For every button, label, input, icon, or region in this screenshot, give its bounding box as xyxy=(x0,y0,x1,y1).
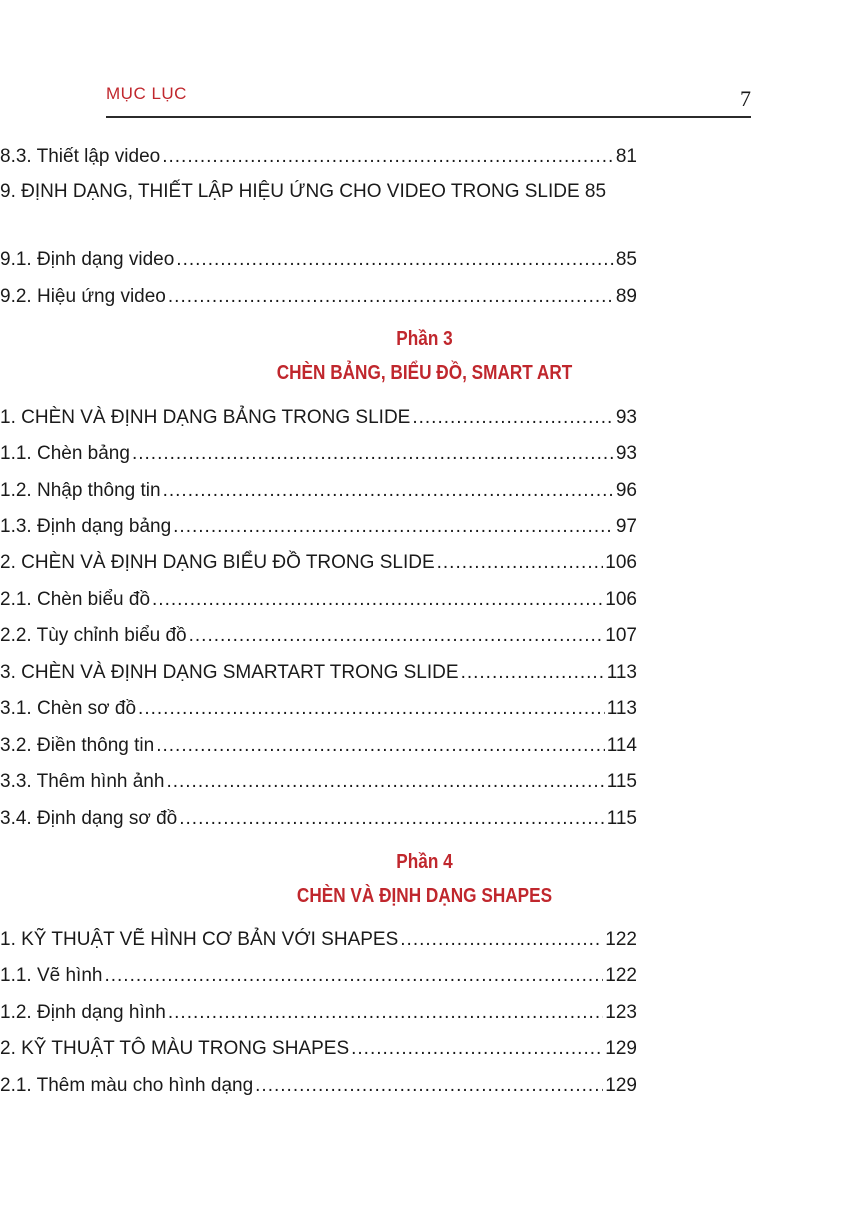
toc-entry-page: 129 xyxy=(605,1038,637,1059)
toc-entry[interactable] xyxy=(0,929,637,951)
toc-leader-dots xyxy=(179,808,604,830)
toc-entry[interactable] xyxy=(0,146,637,168)
toc-entry-page: 114 xyxy=(606,735,637,756)
toc-leader-dots xyxy=(412,407,614,429)
toc-entry-label: 2. CHÈN VÀ ĐỊNH DẠNG BIỂU ĐỒ TRONG SLIDE xyxy=(0,552,435,573)
toc-leader-dots xyxy=(168,1002,603,1024)
toc-entry-page: 97 xyxy=(615,516,637,537)
part-4-title: CHÈN VÀ ĐỊNH DẠNG SHAPES xyxy=(296,885,553,907)
toc-entry-page: 123 xyxy=(605,1002,637,1023)
toc-entry[interactable] xyxy=(0,480,637,502)
toc-entry[interactable] xyxy=(0,1002,637,1024)
toc-leader-dots xyxy=(132,443,614,465)
toc-entry-label: 2.1. Chèn biểu đồ xyxy=(0,589,151,610)
page-number: 7 xyxy=(740,86,751,111)
toc-entry-page: 115 xyxy=(606,771,637,792)
toc-entry-page: 122 xyxy=(605,929,637,950)
part-3-title: CHÈN BẢNG, BIỂU ĐỒ, SMART ART xyxy=(276,362,573,384)
toc-leader-dots xyxy=(156,735,604,757)
toc-leader-dots xyxy=(189,625,604,647)
toc-leader-dots xyxy=(255,1075,603,1097)
toc-leader-dots xyxy=(138,698,605,720)
toc-entry-page: 85 xyxy=(615,249,637,270)
toc-entry-label: 1. KỸ THUẬT VẼ HÌNH CƠ BẢN VỚI SHAPES xyxy=(0,929,399,950)
toc-entry[interactable] xyxy=(0,771,637,793)
toc-entry-page: 129 xyxy=(605,1075,637,1096)
toc-entry-label: 8.3. Thiết lập video xyxy=(0,146,161,167)
toc-leader-dots xyxy=(162,146,614,168)
page-header xyxy=(106,78,751,118)
toc-entry[interactable] xyxy=(0,249,637,271)
toc-leader-dots xyxy=(437,552,604,574)
toc-entry-label: 3. CHÈN VÀ ĐỊNH DẠNG SMARTART TRONG SLIDE xyxy=(0,662,459,683)
toc-entry-page: 106 xyxy=(605,552,637,573)
toc-entry[interactable] xyxy=(0,662,637,684)
toc-entry[interactable] xyxy=(0,552,637,574)
toc-entry-label: 1.2. Nhập thông tin xyxy=(0,480,161,501)
toc-entry-label: 2.2. Tùy chỉnh biểu đồ xyxy=(0,625,187,646)
toc-entry-page: 106 xyxy=(605,589,637,610)
toc-entry[interactable] xyxy=(0,443,637,465)
toc-leader-dots xyxy=(168,286,614,308)
toc-leader-dots xyxy=(152,589,603,611)
toc-entry[interactable] xyxy=(0,286,637,308)
toc-entry-label: 9.2. Hiệu ứng video xyxy=(0,286,166,307)
toc-entry-label: 9. ĐỊNH DẠNG, THIẾT LẬP HIỆU ỨNG CHO VIDEO TRONG SLIDE 85 xyxy=(0,181,607,202)
part-4-heading: Phần 4 xyxy=(396,851,453,873)
toc-entry[interactable] xyxy=(0,1038,637,1060)
toc-entry[interactable] xyxy=(0,407,637,429)
toc-entry-page: 122 xyxy=(605,965,637,986)
toc-entry[interactable] xyxy=(0,698,637,720)
toc-entry-page: 115 xyxy=(606,808,637,829)
toc-entry-label: 3.2. Điền thông tin xyxy=(0,735,155,756)
toc-entry-label: 3.4. Định dạng sơ đồ xyxy=(0,808,178,829)
toc-leader-dots xyxy=(163,480,614,502)
toc-entry-page: 107 xyxy=(605,625,637,646)
toc-leader-dots xyxy=(351,1038,603,1060)
toc-entry-label: 2. KỸ THUẬT TÔ MÀU TRONG SHAPES xyxy=(0,1038,350,1059)
toc-entry-page: 113 xyxy=(606,698,637,719)
toc-entry[interactable] xyxy=(0,808,637,830)
toc-entry-page: 93 xyxy=(615,443,637,464)
toc-entry[interactable] xyxy=(0,1075,637,1097)
toc-entry-label: 9.1. Định dạng video xyxy=(0,249,175,270)
toc-entry-page: 81 xyxy=(615,146,637,167)
part-3-heading: Phần 3 xyxy=(396,328,453,350)
toc-entry-label: 1.1. Vẽ hình xyxy=(0,965,103,986)
toc-entry-label: 3.3. Thêm hình ảnh xyxy=(0,771,165,792)
toc-entry-page: 89 xyxy=(615,286,637,307)
toc-entry-page: 96 xyxy=(615,480,637,501)
toc-entry[interactable] xyxy=(0,589,637,611)
toc-entry[interactable] xyxy=(0,625,637,647)
header-title: MỤC LỤC xyxy=(106,84,187,103)
toc-leader-dots xyxy=(176,249,614,271)
toc-leader-dots xyxy=(104,965,603,987)
toc-entry-label: 1.3. Định dạng bảng xyxy=(0,516,172,537)
toc-leader-dots xyxy=(400,929,603,951)
toc-entry[interactable] xyxy=(0,176,637,208)
toc-entry[interactable] xyxy=(0,965,637,987)
toc-leader-dots xyxy=(173,516,614,538)
toc-entry-label: 1.1. Chèn bảng xyxy=(0,443,130,464)
toc-leader-dots xyxy=(166,771,604,793)
toc-entry-label: 2.1. Thêm màu cho hình dạng xyxy=(0,1075,254,1096)
toc-entry[interactable] xyxy=(0,735,637,757)
toc-entry-label: 3.1. Chèn sơ đồ xyxy=(0,698,137,719)
toc-entry[interactable] xyxy=(0,516,637,538)
toc-entry-page: 93 xyxy=(615,407,637,428)
toc-entry-page: 113 xyxy=(606,662,637,683)
toc-leader-dots xyxy=(461,662,605,684)
toc-entry-label: 1. CHÈN VÀ ĐỊNH DẠNG BẢNG TRONG SLIDE xyxy=(0,407,411,428)
toc-entry-label: 1.2. Định dạng hình xyxy=(0,1002,166,1023)
